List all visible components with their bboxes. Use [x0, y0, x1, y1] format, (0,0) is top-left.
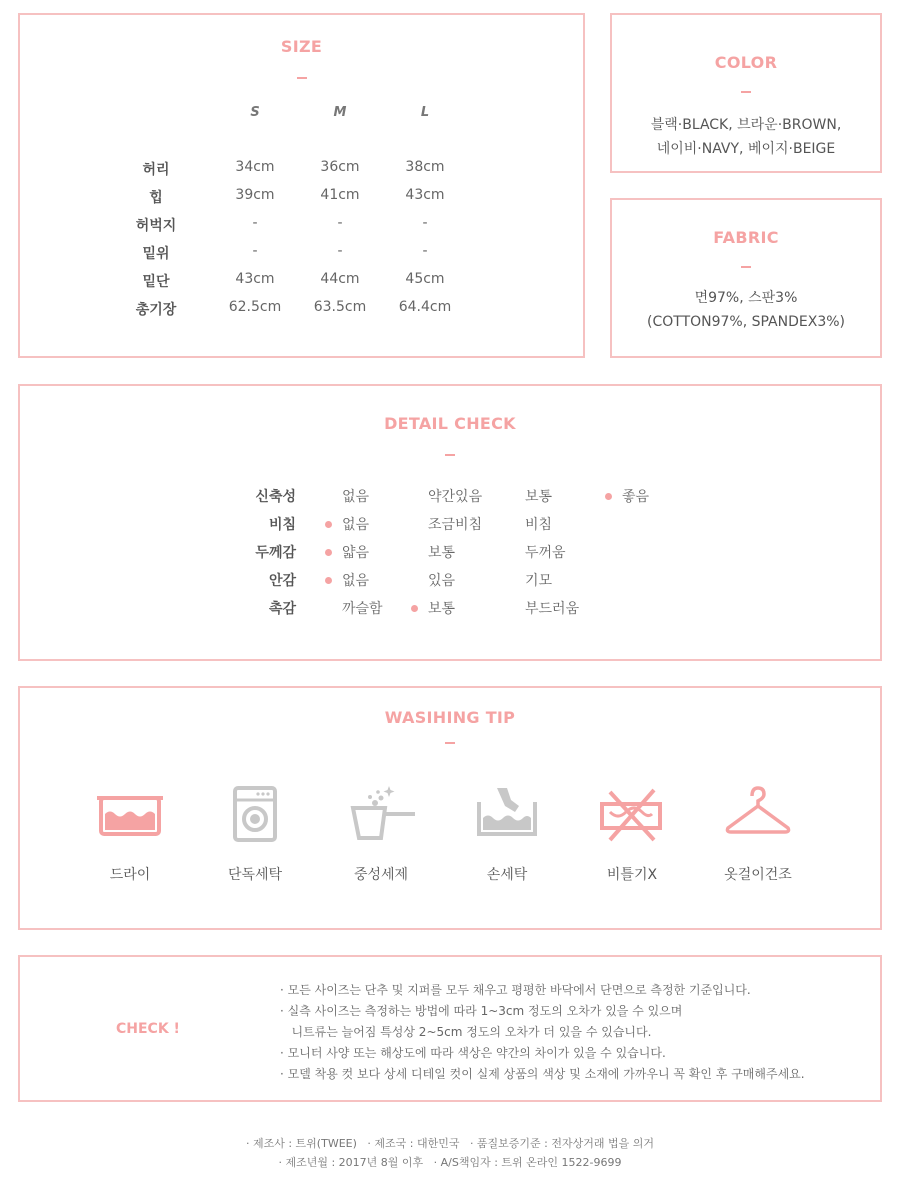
no-wring-icon — [596, 784, 668, 848]
footer-line-2: · 제조년월 : 2017년 8월 이후 · A/S책임자 : 트위 온라인 1522-9699 — [278, 1156, 622, 1169]
detail-row-label: 촉감 — [268, 601, 296, 617]
selected-dot-icon — [605, 493, 612, 500]
size-cell: - — [422, 243, 428, 259]
check-section — [18, 955, 882, 1102]
wash-item-hanger — [693, 784, 823, 884]
detail-option: 보통 — [428, 545, 456, 561]
wash-item-detergent — [316, 784, 446, 884]
fabric-line-2: (COTTON97%, SPANDEX3%) — [647, 314, 845, 330]
wash-label-detergent: 중성세제 — [353, 867, 409, 883]
detail-option: 약간있음 — [428, 489, 483, 505]
wash-label-hand: 손세탁 — [486, 867, 528, 883]
detail-option: 보통 — [428, 601, 456, 617]
fabric-title: FABRIC — [713, 228, 779, 247]
color-title-dash — [741, 91, 751, 93]
size-cell: 41cm — [320, 187, 360, 203]
size-cell: 64.4cm — [398, 299, 452, 315]
detail-row-label: 비침 — [268, 517, 296, 533]
check-note-3: 니트류는 늘어짐 특성상 2~5cm 정도의 오차가 더 있을 수 있습니다. — [280, 1025, 652, 1039]
size-cell: - — [422, 215, 428, 231]
detail-option: 조금비침 — [428, 517, 483, 533]
wash-label-dry: 드라이 — [109, 867, 151, 883]
detail-option: 없음 — [342, 517, 370, 533]
fabric-section — [610, 198, 882, 358]
size-row-label: 힙 — [149, 190, 163, 206]
check-note-1: · 모든 사이즈는 단추 및 지퍼를 모두 채우고 평평한 바닥에서 단면으로 측정한 기준입니다. — [280, 983, 751, 997]
selected-dot-icon — [411, 605, 418, 612]
size-row-label: 허벅지 — [135, 218, 177, 234]
footer-line-1: · 제조사 : 트위(TWEE) · 제조국 : 대한민국 · 품질보증기준 : 전자상거래 법을 의거 — [245, 1137, 655, 1150]
size-cell: 62.5cm — [228, 299, 282, 315]
size-cell: 43cm — [405, 187, 445, 203]
color-line-1: 블랙·BLACK, 브라운·BROWN, — [650, 117, 842, 133]
detail-row-label: 안감 — [268, 573, 296, 589]
detail-option: 얇음 — [342, 545, 370, 561]
wash-item-dry — [65, 784, 195, 884]
detail-option: 기모 — [525, 573, 553, 589]
check-title: CHECK ! — [116, 1021, 180, 1037]
detail-check-section — [18, 384, 882, 661]
size-cell: 38cm — [405, 159, 445, 175]
hanger-icon — [722, 784, 794, 848]
detail-row-label: 신축성 — [255, 489, 296, 505]
size-row-label: 총기장 — [135, 302, 177, 318]
size-title-dash — [297, 77, 307, 79]
selected-dot-icon — [325, 549, 332, 556]
wash-item-no-wring — [567, 784, 697, 884]
detail-option: 없음 — [342, 489, 370, 505]
size-row-label: 밑위 — [142, 246, 170, 262]
detail-option: 있음 — [428, 573, 456, 589]
size-cell: - — [337, 215, 343, 231]
washing-tip-section — [18, 686, 882, 930]
check-note-2: · 실측 사이즈는 측정하는 방법에 따라 1~3cm 정도의 오차가 있을 수 있으며 — [280, 1004, 683, 1018]
detail-option: 좋음 — [622, 489, 650, 505]
size-column-header: S — [250, 105, 260, 120]
size-title: SIZE — [280, 37, 323, 56]
detail-row-label: 두께감 — [255, 545, 296, 561]
detail-option: 비침 — [525, 517, 553, 533]
fabric-title-dash — [741, 266, 751, 268]
wash-label-machine: 단독세탁 — [227, 867, 283, 883]
detail-option: 까슬함 — [342, 601, 383, 617]
color-title: COLOR — [714, 53, 778, 72]
selected-dot-icon — [325, 521, 332, 528]
color-section — [610, 13, 882, 173]
size-cell: - — [337, 243, 343, 259]
check-note-5: · 모델 착용 컷 보다 상세 디테일 컷이 실제 상품의 색상 및 소재에 가까우니 꼭 확인 후 구매해주세요. — [280, 1067, 805, 1081]
detail-option: 보통 — [525, 489, 553, 505]
size-cell: 45cm — [405, 271, 445, 287]
size-column-header: L — [420, 105, 430, 120]
detail-title-dash — [445, 454, 455, 456]
size-cell: - — [252, 215, 258, 231]
size-cell: 43cm — [235, 271, 275, 287]
fabric-line-1: 면97%, 스판3% — [694, 290, 798, 306]
size-section — [18, 13, 585, 358]
size-cell: 36cm — [320, 159, 360, 175]
detail-option: 두꺼움 — [525, 545, 566, 561]
selected-dot-icon — [325, 577, 332, 584]
wash-label-no-wring: 비틀기X — [606, 867, 658, 883]
detail-option: 없음 — [342, 573, 370, 589]
size-row-label: 밑단 — [142, 274, 170, 290]
hand-wash-icon — [471, 784, 543, 848]
detergent-icon — [345, 784, 417, 848]
check-note-4: · 모니터 사양 또는 해상도에 따라 색상은 약간의 차이가 있을 수 있습니다. — [280, 1046, 666, 1060]
detail-option: 부드러움 — [525, 601, 580, 617]
washing-machine-icon — [219, 784, 291, 848]
dry-clean-icon — [94, 784, 166, 848]
wash-item-machine — [190, 784, 320, 884]
washing-title-dash — [445, 742, 455, 744]
wash-label-hanger: 옷걸이건조 — [724, 867, 792, 883]
wash-item-hand — [442, 784, 572, 884]
color-line-2: 네이비·NAVY, 베이지·BEIGE — [656, 141, 836, 157]
size-row-label: 허리 — [142, 162, 170, 178]
size-cell: 34cm — [235, 159, 275, 175]
size-column-header: M — [333, 105, 347, 120]
size-cell: - — [252, 243, 258, 259]
size-cell: 44cm — [320, 271, 360, 287]
size-cell: 63.5cm — [313, 299, 367, 315]
size-cell: 39cm — [235, 187, 275, 203]
detail-title: DETAIL CHECK — [384, 414, 516, 433]
washing-title: WASIHING TIP — [384, 708, 516, 727]
